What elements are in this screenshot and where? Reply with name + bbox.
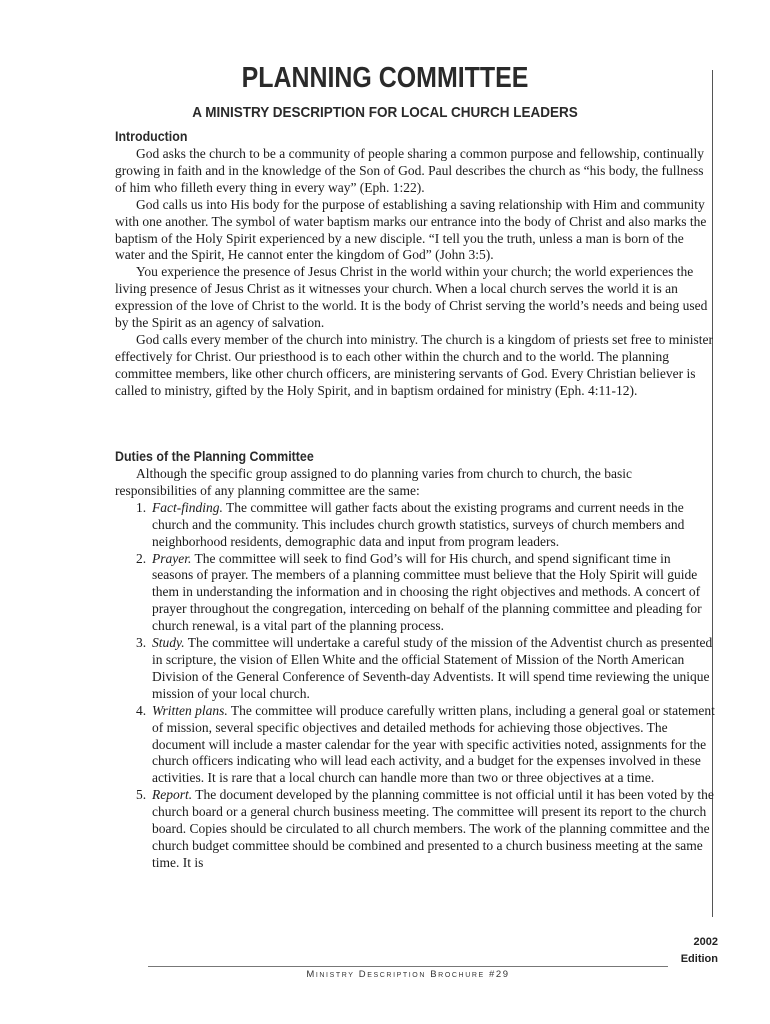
- introduction-paragraph: God calls every member of the church into ministry. The church is a kingdom of priests set free to minister effectively for Christ. Our priesthood is to each other within the church and to the world. The planning committee members, like other church officers, are ministering servants of God. Every Christian believer is called to ministry, gifted by the Holy Spirit, and in baptism ordained for ministry (Eph. 4:11-12).: [115, 331, 713, 398]
- duty-number: 5.: [136, 787, 147, 803]
- duty-term: Report.: [152, 787, 193, 803]
- page-title: PLANNING COMMITTEE: [241, 62, 529, 94]
- duty-number: 3.: [136, 635, 147, 651]
- duty-item: [136, 499, 715, 551]
- duties-heading: Duties of the Planning Committee: [115, 449, 314, 464]
- duty-text: The committee will seek to find God’s will for His church, and spend significant time in seasons of prayer. The members of a planning committee must believe that the Holy Spirit will guide them in understanding the information and in choosing the right objectives and methods. A concert of prayer throughout the congregation, interceding on behalf of the planning committee and pleading for church renewal, is a vital part of the planning process.: [152, 550, 702, 634]
- edition-year: 2002: [693, 936, 718, 948]
- duty-number: 2.: [136, 550, 147, 566]
- duties-list: [115, 500, 715, 872]
- duty-item: [136, 550, 715, 636]
- duty-term: Prayer.: [152, 550, 192, 566]
- edition-label: Edition: [680, 953, 718, 965]
- edition-badge: [681, 934, 718, 968]
- page-subtitle: A MINISTRY DESCRIPTION FOR LOCAL CHURCH LEADERS: [192, 104, 578, 121]
- duty-item: [136, 702, 715, 788]
- duty-number: 1.: [136, 499, 147, 515]
- duty-term: Study.: [152, 635, 185, 651]
- duty-text: The committee will produce carefully written plans, including a general goal or statement of mission, several specific objectives and detailed methods for achieving those objectives. The document will include a master calendar for the year with specific activities noted, assignments for the church officers indicating who will lead each activity, and a budget for the expenses involved in these activities. It is rare that a local church can handle more than two or three objectives at a time.: [152, 702, 715, 786]
- introduction-paragraph: You experience the presence of Jesus Christ in the world within your church; the world experiences the living presence of Jesus Christ as it witnesses your church. When a local church serves the world it is an expression of the love of Christ to the world. It is the body of Christ serving the world’s needs and being used by the Spirit as an agency of salvation.: [115, 264, 708, 331]
- duty-item: [136, 787, 715, 872]
- duty-term: Fact-finding.: [152, 499, 223, 515]
- duties-body: [115, 466, 715, 872]
- duties-intro: Although the specific group assigned to do planning varies from church to church, the basic responsibilities of any planning committee are the same:: [115, 466, 632, 498]
- introduction-paragraph: God calls us into His body for the purpose of establishing a saving relationship with Him and community with one another. The symbol of water baptism marks our entrance into the body of Christ and also marks the baptism of the Holy Spirit experienced by a new disciple. “I tell you the truth, unless a man is born of the water and the Spirit, He cannot enter the kingdom of God” (John 3:5).: [115, 196, 707, 263]
- duty-text: The committee will undertake a careful study of the mission of the Adventist church as presented in scripture, the vision of Ellen White and the official Statement of Mission of the North American Division of the General Conference of Seventh-day Adventists. It will spend time reviewing the unique mission of your local church.: [152, 635, 713, 701]
- footer-rule: [148, 966, 668, 967]
- introduction-heading: Introduction: [115, 129, 188, 144]
- duty-text: The committee will gather facts about the existing programs and current needs in the church and the community. This includes church growth statistics, surveys of church members and neighborhood residents, demographic data and input from program leaders.: [152, 499, 685, 549]
- footer-text: Ministry Description Brochure #29: [306, 969, 510, 980]
- introduction-paragraph: God asks the church to be a community of people sharing a common purpose and fellowship, continually growing in faith and in the knowledge of the Son of God. Paul describes the church as “his body, the fullness of him who filleth every thing in every way” (Eph. 1:22).: [115, 146, 704, 195]
- duty-text: The document developed by the planning committee is not official until it has been voted by the church board or a general church business meeting. The committee will present its report to the church board. Copies should be circulated to all church members. The work of the planning committee and the church budget committee should be combined and presented to a church business meeting at the same time. It is: [152, 787, 714, 870]
- duty-number: 4.: [136, 702, 147, 718]
- introduction-body: [115, 146, 715, 400]
- duty-item: [136, 635, 715, 703]
- duty-term: Written plans.: [152, 702, 228, 718]
